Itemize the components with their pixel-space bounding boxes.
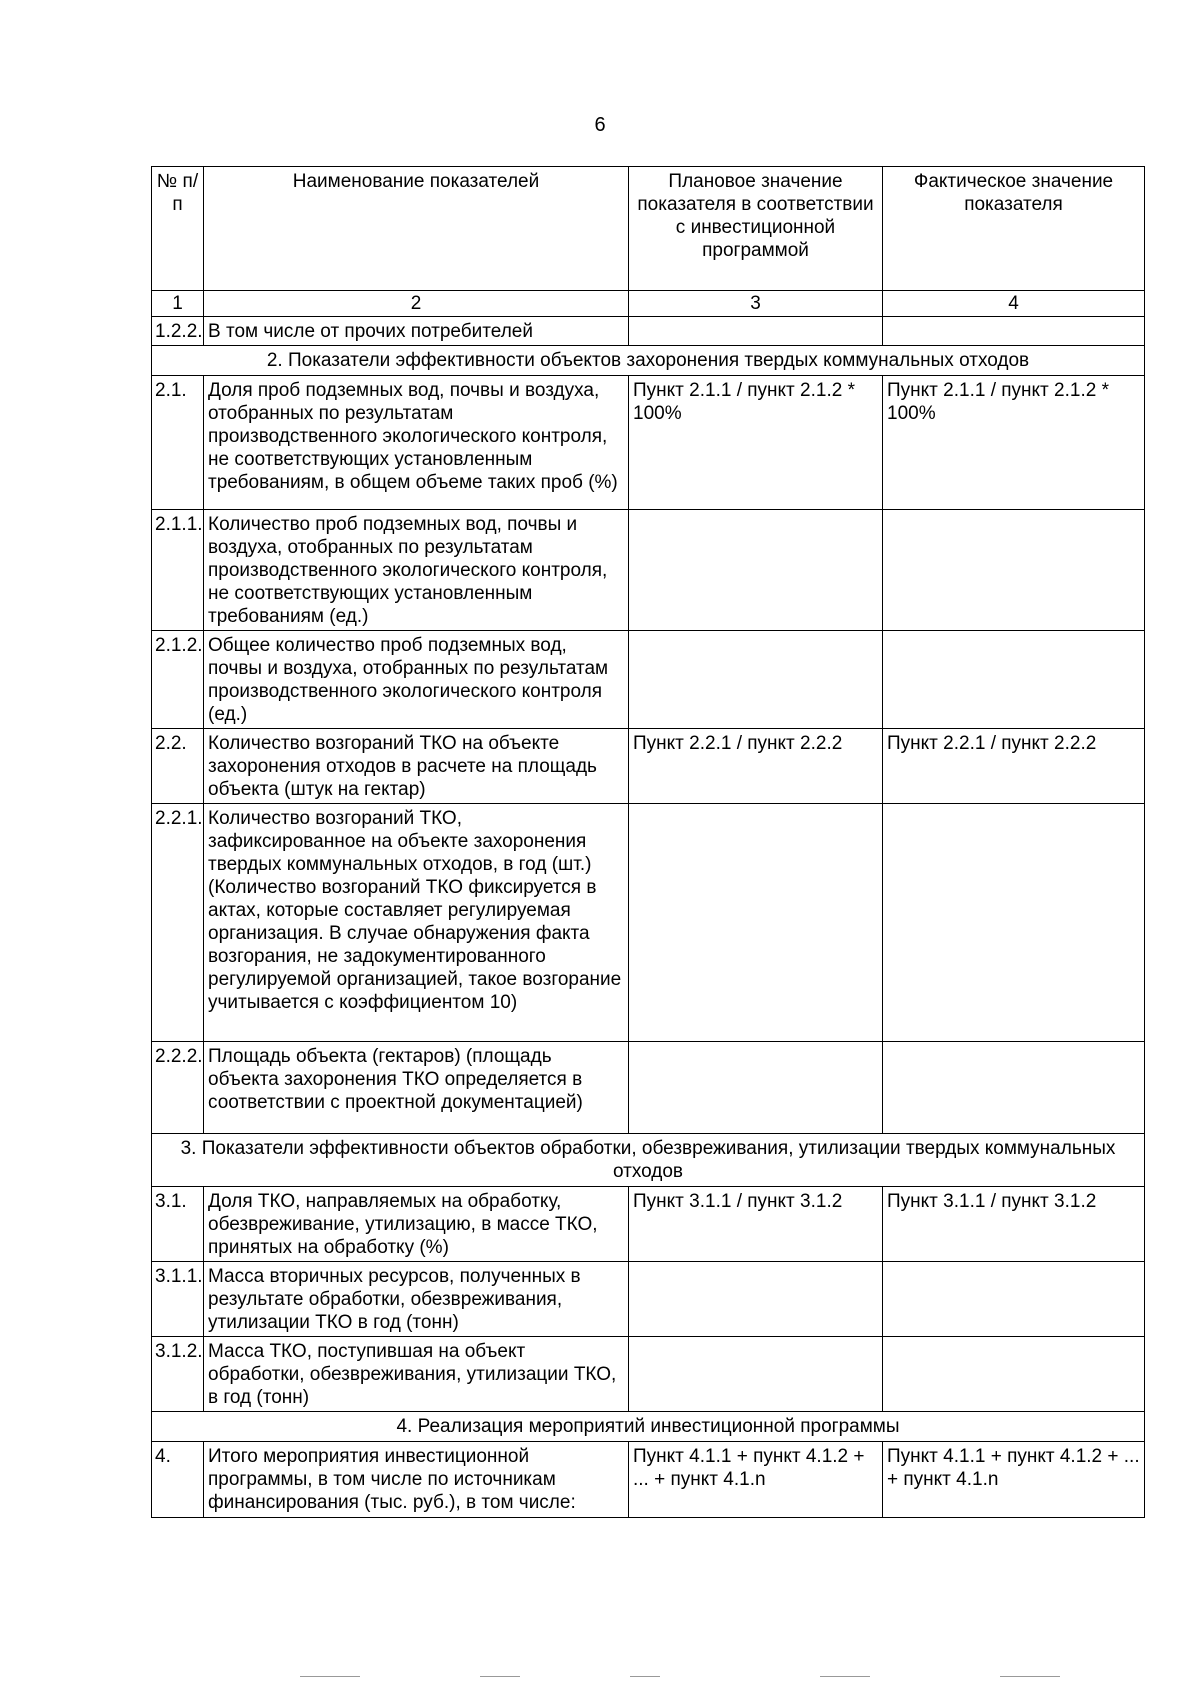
table-row (152, 1187, 1145, 1262)
row-plan-value: Пункт 2.2.1 / пункт 2.2.2 (629, 729, 883, 804)
row-plan-value (629, 804, 883, 1042)
row-fact-value (883, 317, 1145, 346)
row-name: Масса ТКО, поступившая на объект обработки, обезвреживания, утилизации ТКО, в год (тонн) (204, 1337, 629, 1412)
row-name: Общее количество проб подземных вод, почвы и воздуха, отобранных по результатам производственного экологического контроля (ед.) (204, 631, 629, 729)
indicators-table (151, 166, 1145, 1518)
table-row (152, 376, 1145, 510)
row-number: 2.1.1. (152, 510, 204, 631)
row-number: 3.1.1. (152, 1262, 204, 1337)
row-plan-value (629, 1042, 883, 1134)
table-row (152, 631, 1145, 729)
header-col-fact: Фактическое значение показателя (883, 167, 1145, 291)
section-heading: 3. Показатели эффективности объектов обработки, обезвреживания, утилизации твердых коммунальных отходов (152, 1134, 1145, 1187)
table-row (152, 510, 1145, 631)
row-number: 3.1. (152, 1187, 204, 1262)
row-fact-value (883, 1262, 1145, 1337)
scan-artifacts (300, 1676, 1120, 1682)
row-name: Доля ТКО, направляемых на обработку, обезвреживание, утилизацию, в массе ТКО, принятых на обработку (%) (204, 1187, 629, 1262)
header-col-plan: Плановое значение показателя в соответствии с инвестиционной программой (629, 167, 883, 291)
table-header-row (152, 167, 1145, 291)
row-plan-value: Пункт 2.1.1 / пункт 2.1.2 * 100% (629, 376, 883, 510)
row-plan-value (629, 1337, 883, 1412)
row-name: Площадь объекта (гектаров) (площадь объекта захоронения ТКО определяется в соответствии с проектной документацией) (204, 1042, 629, 1134)
row-number: 2.2. (152, 729, 204, 804)
row-fact-value (883, 631, 1145, 729)
row-plan-value (629, 317, 883, 346)
row-fact-value: Пункт 3.1.1 / пункт 3.1.2 (883, 1187, 1145, 1262)
row-number: 2.2.2. (152, 1042, 204, 1134)
row-number: 2.2.1. (152, 804, 204, 1042)
row-name: Итого мероприятия инвестиционной программы, в том числе по источникам финансирования (тыс. руб.), в том числе: (204, 1442, 629, 1518)
row-number: 4. (152, 1442, 204, 1518)
column-number: 2 (204, 291, 629, 317)
row-plan-value (629, 631, 883, 729)
table-row (152, 1042, 1145, 1134)
row-plan-value: Пункт 4.1.1 + пункт 4.1.2 + ... + пункт 4.1.n (629, 1442, 883, 1518)
row-name: В том числе от прочих потребителей (204, 317, 629, 346)
row-fact-value (883, 1337, 1145, 1412)
row-number: 2.1.2. (152, 631, 204, 729)
column-number-row (152, 291, 1145, 317)
row-name: Количество возгораний ТКО, зафиксированное на объекте захоронения твердых коммунальных отходов, в год (шт.) (Количество возгораний ТКО фиксируется в актах, которые составляет регулируемая организация. В случае обнаружения факта возгорания, не задокументированного регулируемой организацией, такое возгорание учитывается с коэффициентом 10) (204, 804, 629, 1042)
row-fact-value (883, 1042, 1145, 1134)
row-name: Количество проб подземных вод, почвы и воздуха, отобранных по результатам производственного экологического контроля, не соответствующих установленным требованиям (ед.) (204, 510, 629, 631)
section-heading-row (152, 1412, 1145, 1442)
table-row (152, 804, 1145, 1042)
row-number: 1.2.2. (152, 317, 204, 346)
row-plan-value (629, 1262, 883, 1337)
table-row (152, 1442, 1145, 1518)
row-fact-value: Пункт 2.2.1 / пункт 2.2.2 (883, 729, 1145, 804)
row-number: 3.1.2. (152, 1337, 204, 1412)
row-name: Количество возгораний ТКО на объекте захоронения отходов в расчете на площадь объекта (штук на гектар) (204, 729, 629, 804)
table-row (152, 1262, 1145, 1337)
table-row (152, 729, 1145, 804)
section-heading: 4. Реализация мероприятий инвестиционной программы (152, 1412, 1145, 1442)
table-row (152, 317, 1145, 346)
section-heading-row (152, 1134, 1145, 1187)
column-number: 4 (883, 291, 1145, 317)
row-fact-value (883, 804, 1145, 1042)
row-number: 2.1. (152, 376, 204, 510)
section-heading: 2. Показатели эффективности объектов захоронения твердых коммунальных отходов (152, 346, 1145, 376)
row-fact-value: Пункт 4.1.1 + пункт 4.1.2 + ... + пункт 4.1.n (883, 1442, 1145, 1518)
row-plan-value (629, 510, 883, 631)
column-number: 1 (152, 291, 204, 317)
row-plan-value: Пункт 3.1.1 / пункт 3.1.2 (629, 1187, 883, 1262)
header-col-name: Наименование показателей (204, 167, 629, 291)
section-heading-row (152, 346, 1145, 376)
row-name: Масса вторичных ресурсов, полученных в результате обработки, обезвреживания, утилизации ТКО в год (тонн) (204, 1262, 629, 1337)
table-row (152, 1337, 1145, 1412)
column-number: 3 (629, 291, 883, 317)
page-number: 6 (594, 114, 606, 136)
header-col-num: № п/п (152, 167, 204, 291)
row-fact-value: Пункт 2.1.1 / пункт 2.1.2 * 100% (883, 376, 1145, 510)
row-name: Доля проб подземных вод, почвы и воздуха, отобранных по результатам производственного экологического контроля, не соответствующих установленным требованиям, в общем объеме таких проб (%) (204, 376, 629, 510)
row-fact-value (883, 510, 1145, 631)
